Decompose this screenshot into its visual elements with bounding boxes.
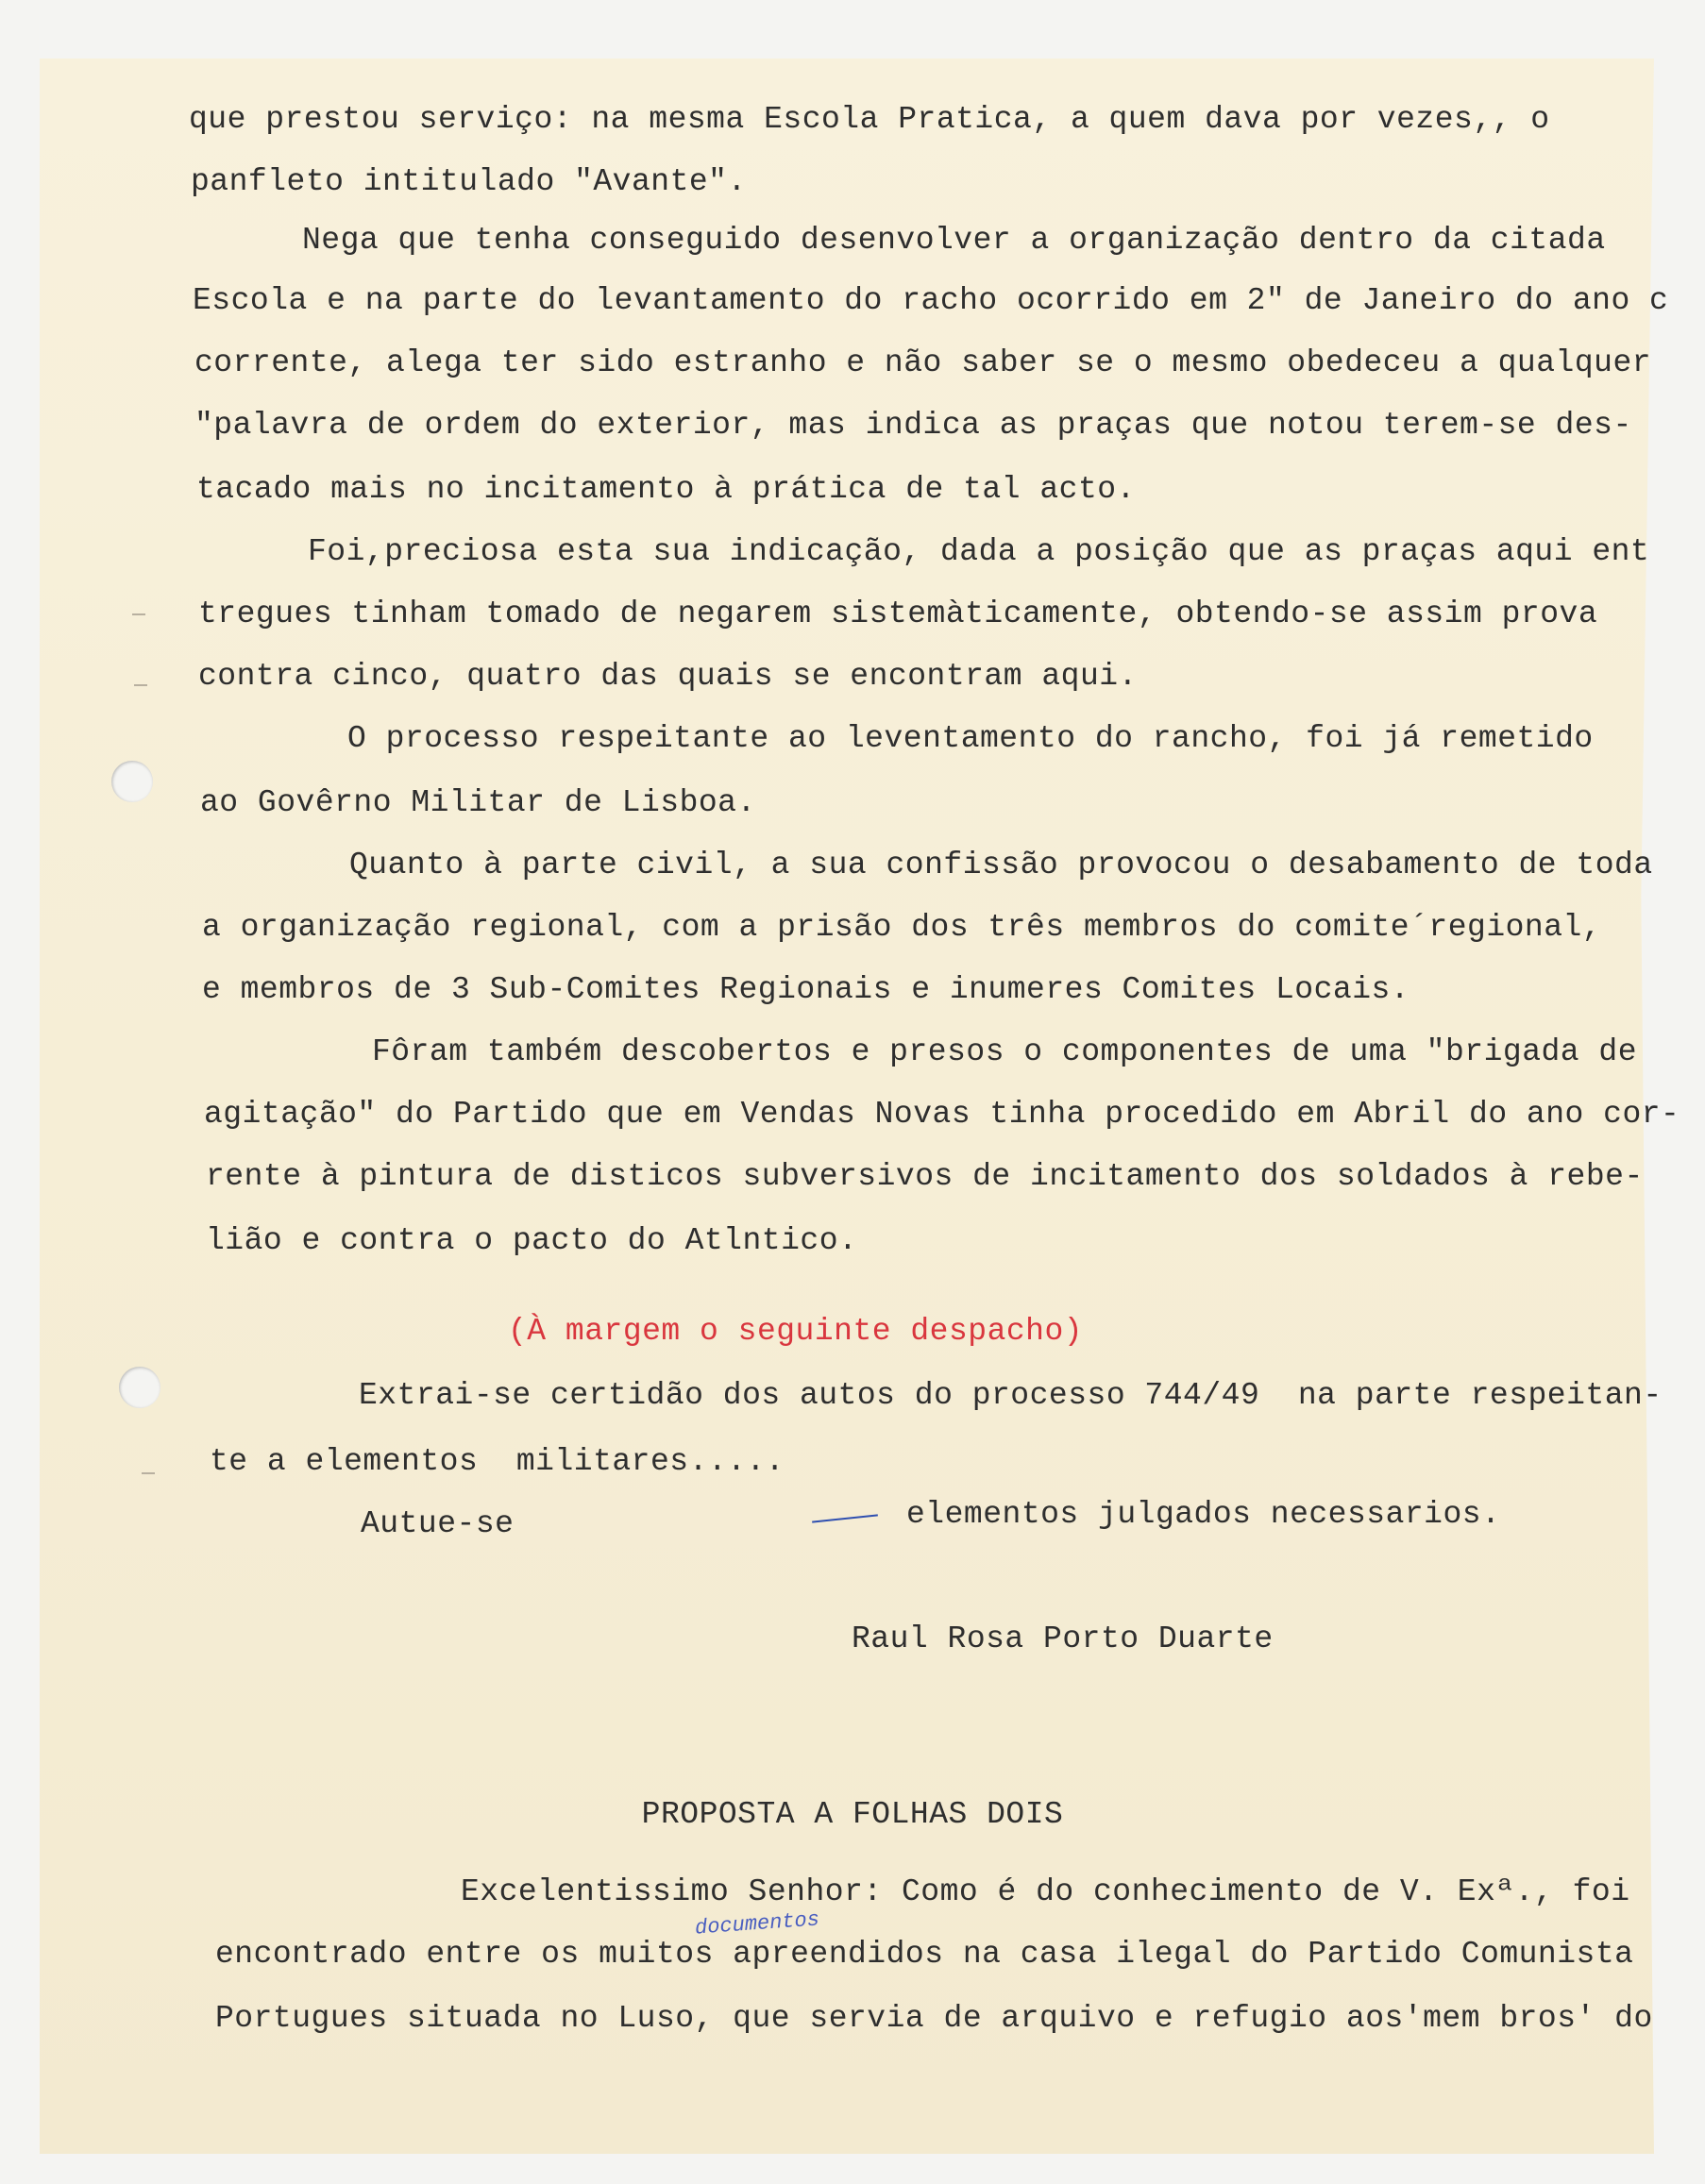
margin-tick — [142, 1472, 155, 1474]
text-line: "palavra de ordem do exterior, mas indica as praças que notou terem-se des- — [194, 408, 1632, 443]
text-line: Fôram também descobertos e presos o componentes de uma "brigada de — [372, 1034, 1638, 1069]
margin-tick — [134, 684, 147, 686]
punch-hole — [119, 1367, 160, 1408]
text-line: Foi,preciosa esta sua indicação, dada a posição que as praças aqui ent — [308, 534, 1650, 569]
punch-hole — [111, 761, 153, 802]
text-line: agitação" do Partido que em Vendas Novas tinha procedido em Abril do ano cor- — [204, 1097, 1680, 1132]
dispatch-line: Autue-se — [361, 1506, 515, 1541]
margin-note: (À margem o seguinte despacho) — [508, 1314, 1084, 1349]
text-line: corrente, alega ter sido estranho e não saber se o mesmo obedeceu a qualquer — [194, 345, 1652, 380]
dispatch-line: te a elementos militares..... — [210, 1444, 785, 1479]
text-line: tacado mais no incitamento à prática de tal acto. — [196, 472, 1136, 507]
text-line: a organização regional, com a prisão dos três membros do comite´regional, — [202, 910, 1602, 945]
text-line: que prestou serviço: na mesma Escola Pratica, a quem dava por vezes,, o — [189, 102, 1550, 137]
text-line: ao Govêrno Militar de Lisboa. — [200, 785, 756, 820]
text-line: lião e contra o pacto do Atlntico. — [206, 1223, 858, 1258]
text-line: Nega que tenha conseguido desenvolver a organização dentro da citada — [302, 223, 1606, 258]
section-heading: PROPOSTA A FOLHAS DOIS — [641, 1797, 1064, 1832]
text-line: O processo respeitante ao leventamento do rancho, foi já remetido — [347, 721, 1594, 756]
closing-line: Portugues situada no Luso, que servia de arquivo e refugio aos'mem bros' do — [215, 2001, 1653, 2036]
text-line: rente à pintura de disticos subversivos de incitamento dos soldados à rebe- — [206, 1159, 1644, 1194]
text-line: panfleto intitulado "Avante". — [191, 164, 747, 199]
closing-line: Excelentissimo Senhor: Como é do conhecimento de V. Exª., foi — [461, 1874, 1630, 1909]
margin-tick — [132, 613, 145, 615]
text-line: contra cinco, quatro das quais se encontram aqui. — [198, 659, 1138, 694]
handwritten-insert: documentos — [694, 1907, 820, 1940]
text-line: Quanto à parte civil, a sua confissão provocou o desabamento de toda — [349, 848, 1653, 882]
dispatch-line: Extrai-se certidão dos autos do processo 744/49 na parte respeitan- — [359, 1378, 1663, 1413]
dispatch-line: elementos julgados necessarios. — [906, 1497, 1501, 1532]
text-line: e membros de 3 Sub-Comites Regionais e inumeres Comites Locais. — [202, 972, 1410, 1007]
text-line: Escola e na parte do levantamento do racho ocorrido em 2" de Janeiro do ano c — [193, 283, 1669, 318]
text-line: tregues tinham tomado de negarem sistemàticamente, obtendo-se assim prova — [198, 596, 1598, 631]
closing-line: encontrado entre os muitos apreendidos na casa ilegal do Partido Comunista — [215, 1937, 1634, 1972]
signature: Raul Rosa Porto Duarte — [852, 1621, 1274, 1656]
